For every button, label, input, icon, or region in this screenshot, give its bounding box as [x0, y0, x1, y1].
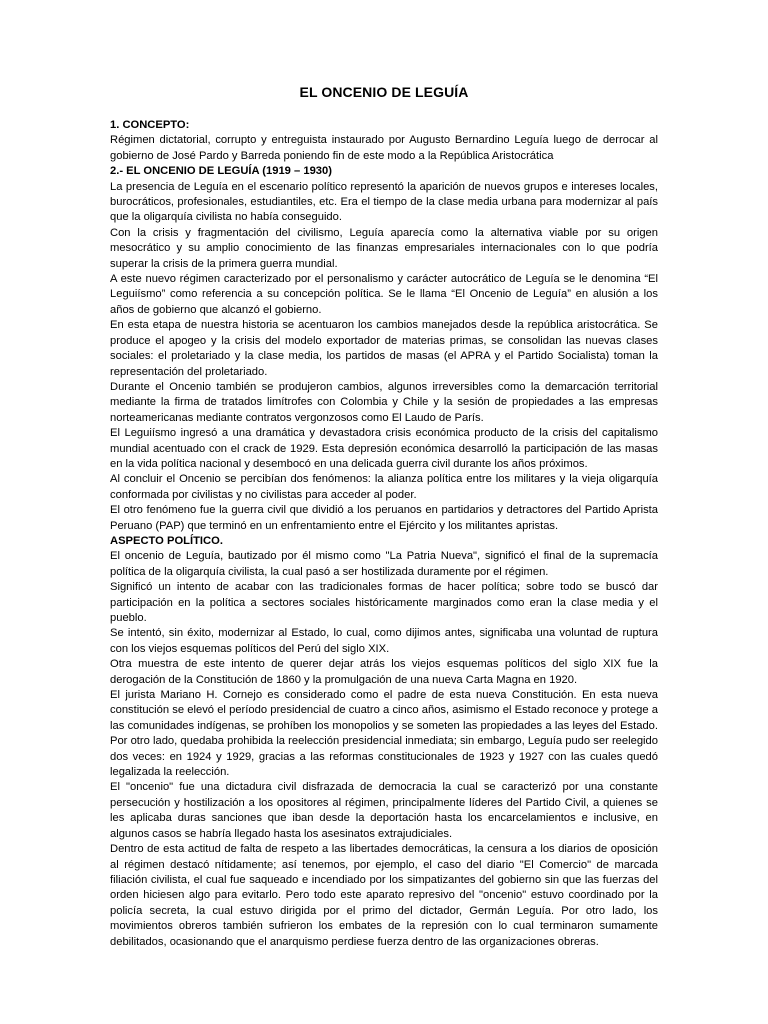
- section-heading: 2.- EL ONCENIO DE LEGUÍA (1919 – 1930): [110, 165, 332, 178]
- paragraph: Significó un intento de acabar con las tradicionales formas de hacer política; sobre todo se buscó dar participación en la política a sectores sociales históricamente marginados como eran la clase media y el pueblo.: [110, 581, 658, 624]
- paragraph: Con la crisis y fragmentación del civilismo, Leguía aparecía como la alternativa viable por su origen mesocrático y su amplio conocimiento de las finanzas empresariales internacionales con lo que podría superar la crisis de la primera guerra mundial.: [110, 226, 658, 270]
- document-title: EL ONCENIO DE LEGUÍA: [299, 84, 469, 100]
- paragraph: Dentro de esta actitud de falta de respeto a las libertades democráticas, la censura a los diarios de oposición al régimen destacó nítidamente; así tenemos, por ejemplo, el caso del diario "El Comercio" de marcada filiación civilista, el cual fue saqueado e incendiado por los simpatizantes del gobierno sin que las fuerzas del orden hiciesen algo para evitarlo. Pero todo este aparato represivo del "oncenio" estuvo coordinado por la policía secreta, la cual estuvo dirigida por el primo del dictador, Germán Leguía. Por otro lado, los movimientos obreros también sufrieron los embates de la represión con lo cual terminaron sumamente debilitados, ocasionando que el anarquismo perdiese fuerza dentro de las organizaciones obreras.: [110, 843, 658, 948]
- paragraph: Régimen dictatorial, corrupto y entreguista instaurado por Augusto Bernardino Leguía luego de derrocar al gobierno de José Pardo y Barreda poniendo fin de este modo a la República Aristocrática: [110, 134, 658, 162]
- paragraph: El oncenio de Leguía, bautizado por él mismo como "La Patria Nueva", significó el final de la supremacía política de la oligarquía civilista, la cual pasó a ser hostilizada duramente por el régimen.: [110, 550, 658, 578]
- paragraph: En esta etapa de nuestra historia se acentuaron los cambios manejados desde la república aristocrática. Se produce el apogeo y la crisis del modelo exportador de materias primas, se consolidan las nuevas clases sociales: el proletariado y la clase media, los partidos de masas (el APRA y el Partido Socialista) toman la representación del proletariado.: [110, 319, 658, 378]
- paragraph: El otro fenómeno fue la guerra civil que dividió a los peruanos en partidarios y detractores del Partido Aprista Peruano (PAP) que terminó en un enfrentamiento entre el Ejército y los militantes apristas.: [110, 504, 658, 532]
- paragraph: El "oncenio" fue una dictadura civil disfrazada de democracia la cual se caracterizó por una constante persecución y hostilización a los opositores al régimen, principalmente líderes del Partido Civil, a quienes se les aplicaba duras sanciones que iban desde la deportación hasta los encarcelamientos e inclusive, en algunos casos se habría llegado hasta los asesinatos extrajudiciales.: [110, 781, 658, 840]
- paragraph: Al concluir el Oncenio se percibían dos fenómenos: la alianza política entre los militares y la vieja oligarquía conformada por civilistas y no civilistas para acceder al poder.: [110, 473, 658, 501]
- paragraph: El jurista Mariano H. Cornejo es considerado como el padre de esta nueva Constitución. En esta nueva constitución se elevó el período presidencial de cuatro a cinco años, asimismo el Estado reconoce y protege a las comunidades indígenas, se prohíben los monopolios y se someten las propiedades a las leyes del Estado. Por otro lado, quedaba prohibida la reelección presidencial inmediata; sin embargo, Leguía pudo ser reelegido dos veces: en 1924 y 1929, gracias a las reformas constitucionales de 1923 y 1927 con las cuales quedó legalizada la reelección.: [110, 689, 658, 779]
- paragraph: A este nuevo régimen caracterizado por el personalismo y carácter autocrático de Leguía se le denomina “El Leguiísmo” como referencia a su concepción política. Se le llama “El Oncenio de Leguía” en alusión a los años de gobierno que alcanzó el gobierno.: [110, 273, 658, 316]
- paragraph: Se intentó, sin éxito, modernizar al Estado, lo cual, como dijimos antes, significaba una voluntad de ruptura con los viejos esquemas políticos del Perú del siglo XIX.: [110, 627, 658, 655]
- section-aspecto-politico: [110, 534, 658, 950]
- section-oncenio: [110, 164, 658, 534]
- section-concepto: [110, 118, 658, 164]
- paragraph: La presencia de Leguía en el escenario político representó la aparición de nuevos grupos e intereses locales, burocráticos, profesionales, estudiantiles, etc. Era el tiempo de la clase media urbana para modernizar al país que la oligarquía civilista no había conseguido.: [110, 180, 658, 224]
- paragraph: Durante el Oncenio también se produjeron cambios, algunos irreversibles como la demarcación territorial mediante la firma de tratados limítrofes con Colombia y Chile y la sesión de propiedades a las empresas norteamericanas mediante contratos vergonzosos como El Laudo de París.: [110, 380, 658, 424]
- paragraph: El Leguiísmo ingresó a una dramática y devastadora crisis económica producto de la crisis del capitalismo mundial acentuado con el crack de 1929. Esta depresión económica desarrolló la participación de las masas en la vida política nacional y desembocó en una delicada guerra civil durante los años próximos.: [110, 427, 658, 470]
- section-heading: 1. CONCEPTO:: [110, 119, 190, 131]
- paragraph: Otra muestra de este intento de querer dejar atrás los viejos esquemas políticos del siglo XIX fue la derogación de la Constitución de 1860 y la promulgación de una nueva Carta Magna en 1920.: [110, 658, 658, 686]
- section-heading: ASPECTO POLÍTICO.: [110, 534, 223, 547]
